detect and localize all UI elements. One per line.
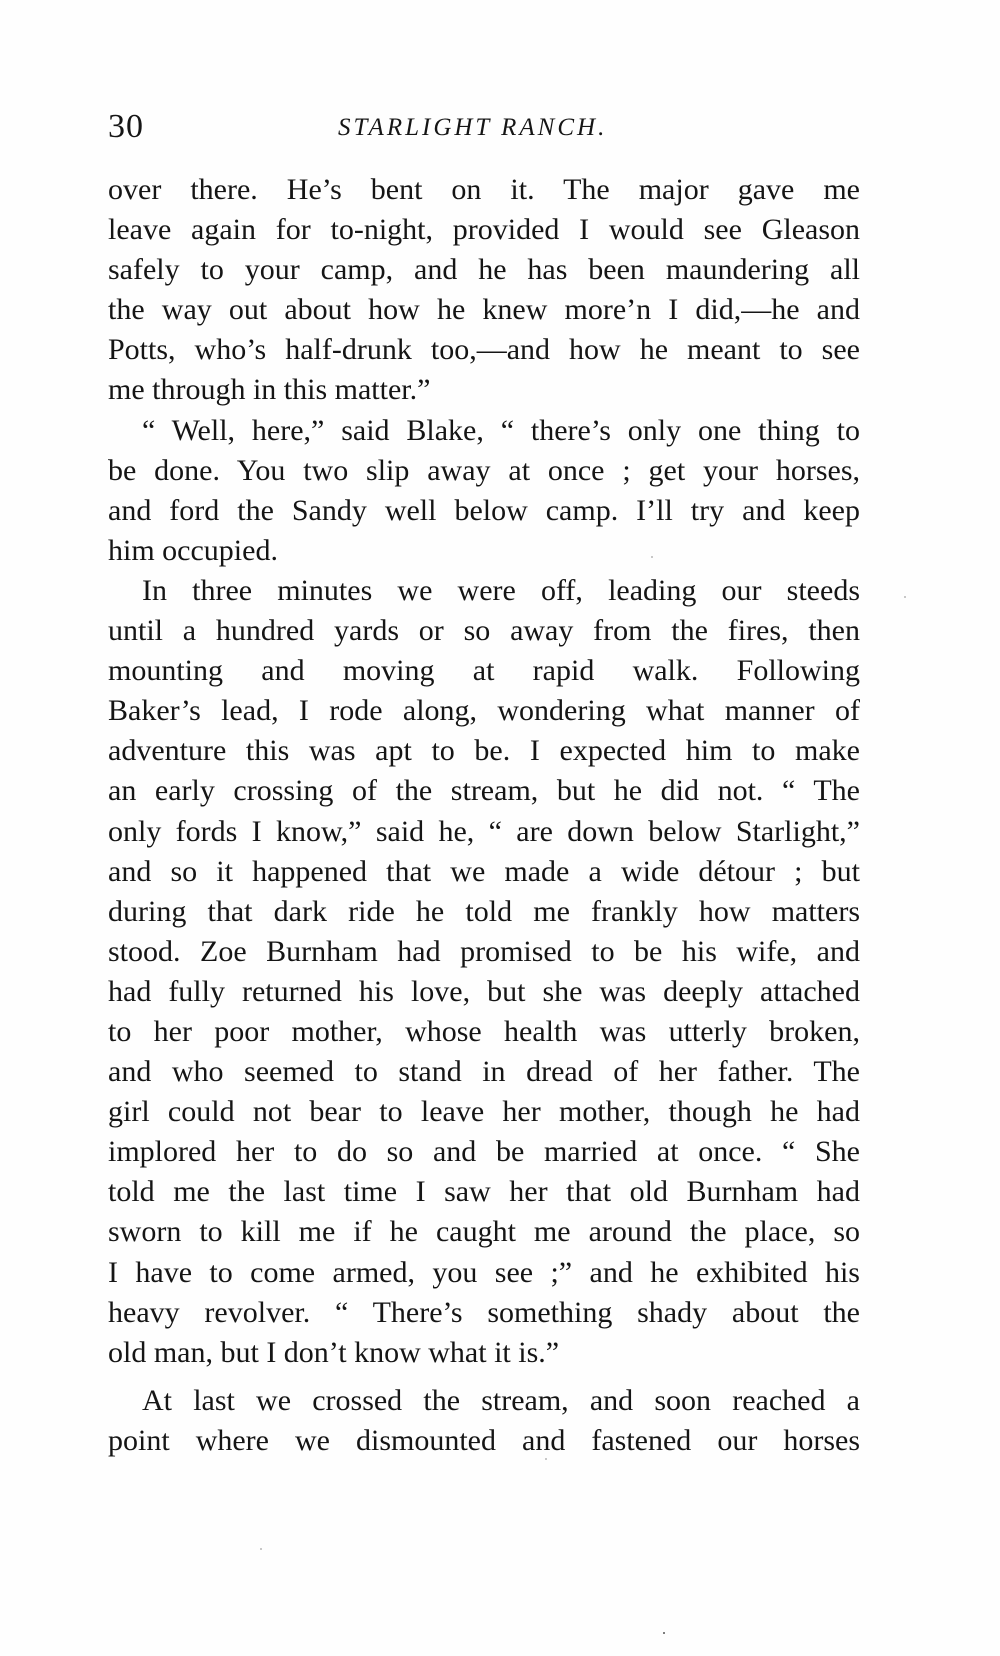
ink-speck — [260, 1548, 262, 1550]
text-line: old man, but I don’t know what it is.” — [108, 1335, 560, 1369]
text-line: girl could not bear to leave her mother, though he had — [108, 1095, 860, 1129]
paragraph-gap — [108, 1373, 860, 1381]
text-line: point where we dismounted and fastened our horses — [108, 1423, 860, 1457]
paragraph — [108, 571, 860, 1373]
running-title: STARLIGHT RANCH. — [338, 114, 608, 141]
text-line: and so it happened that we made a wide détour ; but — [108, 854, 860, 888]
text-line: safely to your camp, and he has been maundering all — [108, 253, 860, 287]
paragraph — [108, 170, 860, 411]
text-line: me through in this matter.” — [108, 373, 431, 407]
text-line: At last we crossed the stream, and soon reached a — [142, 1383, 860, 1417]
text-line: “ Well, here,” said Blake, “ there’s only one thing to — [142, 413, 860, 447]
text-line: implored her to do so and be married at once. “ She — [108, 1135, 860, 1169]
body-text — [108, 170, 860, 1461]
paragraph — [108, 411, 860, 571]
paragraph — [108, 1381, 860, 1461]
text-line: during that dark ride he told me frankly how matters — [108, 894, 860, 928]
text-line: mounting and moving at rapid walk. Following — [108, 654, 860, 688]
text-line: Baker’s lead, I rode along, wondering what manner of — [108, 694, 860, 728]
ink-speck — [663, 1632, 665, 1634]
ink-speck — [545, 1458, 547, 1460]
text-line: be done. You two slip away at once ; get your horses, — [108, 453, 860, 487]
text-line: to her poor mother, whose health was utterly broken, — [108, 1014, 860, 1048]
text-line: I have to come armed, you see ;” and he exhibited his — [108, 1255, 860, 1289]
ink-speck — [904, 596, 906, 598]
text-line: In three minutes we were off, leading our steeds — [142, 573, 860, 607]
text-line: sworn to kill me if he caught me around the place, so — [108, 1215, 860, 1249]
page-header — [108, 108, 860, 148]
text-line: over there. He’s bent on it. The major gave me — [108, 173, 860, 206]
text-line: and who seemed to stand in dread of her father. The — [108, 1055, 860, 1089]
text-line: an early crossing of the stream, but he did not. “ The — [108, 774, 860, 808]
text-line: had fully returned his love, but she was deeply attached — [108, 974, 860, 1008]
text-line: until a hundred yards or so away from the fires, then — [108, 614, 860, 648]
text-line: him occupied. — [108, 533, 278, 567]
text-line: told me the last time I saw her that old Burnham had — [108, 1175, 860, 1209]
page-number: 30 — [108, 108, 144, 145]
text-line: leave again for to-night, provided I would see Gleason — [108, 213, 860, 247]
text-line: adventure this was apt to be. I expected him to make — [108, 734, 860, 768]
text-line: stood. Zoe Burnham had promised to be his wife, and — [108, 934, 860, 968]
text-line: the way out about how he knew more’n I did,—he and — [108, 293, 860, 327]
text-line: and ford the Sandy well below camp. I’ll try and keep — [108, 493, 860, 527]
text-line: Potts, who’s half-drunk too,—and how he meant to see — [108, 333, 860, 367]
text-line: only fords I know,” said he, “ are down below Starlight,” — [108, 814, 860, 848]
text-line: heavy revolver. “ There’s something shady about the — [108, 1295, 860, 1329]
ink-speck — [651, 556, 653, 558]
